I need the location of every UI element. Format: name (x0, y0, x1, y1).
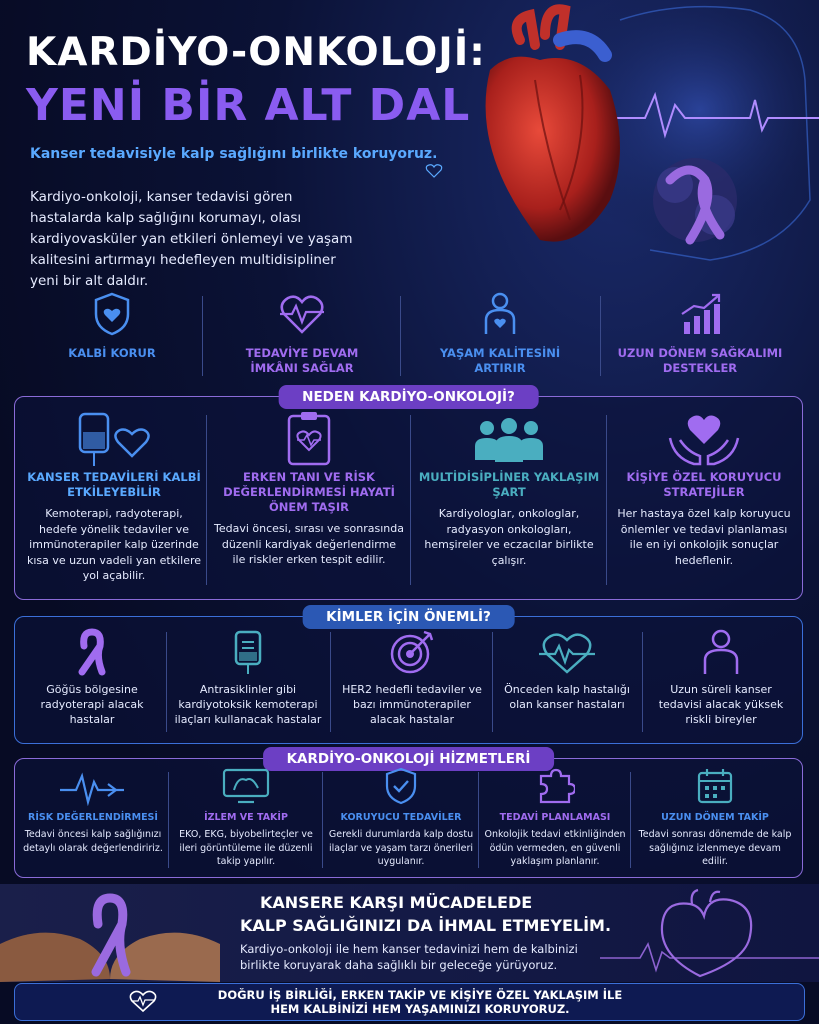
who-heading: KİMLER İÇİN ÖNEMLİ? (302, 605, 515, 629)
service-title: İZLEM VE TAKİP (204, 812, 288, 823)
benefit-quality-of-life (400, 290, 600, 376)
service-body: Tedavi sonrası dönemde de kalp sağlığınız izlenmeye devam edilir. (638, 829, 792, 867)
service-title: UZUN DÖNEM TAKİP (661, 812, 769, 823)
divider (168, 772, 169, 868)
iv-bag-heart-icon (74, 408, 154, 468)
service-body: EKO, EKG, biyobelirteçler ve ileri görüntüleme ile düzenli takip yapılır. (179, 829, 313, 867)
who-item-chest-radiotherapy (22, 628, 162, 727)
why-heading: NEDEN KARDİYO-ONKOLOJİ? (278, 385, 539, 409)
footer-text (160, 988, 680, 1016)
calendar-icon (695, 766, 735, 806)
divider (330, 632, 331, 732)
benefit-treatment-continuity (202, 290, 402, 376)
why-item-body: Her hastaya özel kalp koruyucu önlemler ve tedavi planlaması ile en iyi onkolojik sonuçlar hedeflenir. (617, 507, 791, 567)
divider (166, 632, 167, 732)
who-item-body: Antrasiklinler gibi kardiyotoksik kemoterapi ilaçları kullanacak hastalar (174, 683, 322, 726)
divider (206, 415, 207, 585)
why-item-title: KİŞİYE ÖZEL KORUYUCU STRATEJİLER (626, 470, 782, 499)
ribbon-icon (72, 628, 112, 676)
divider (322, 772, 323, 868)
title-line-2: YENİ BİR ALT DAL (26, 80, 471, 131)
service-monitoring (174, 766, 318, 869)
iv-bag-icon (228, 628, 268, 676)
benefit-label: UZUN DÖNEM SAĞKALIMI DESTEKLER (617, 346, 783, 375)
benefit-label: TEDAVİYE DEVAM İMKÂNI SAĞLAR (245, 346, 359, 375)
service-protective-treatments (328, 766, 474, 869)
why-item-body: Tedavi öncesi, sırası ve sonrasında düzenli kardiyak değerlendirme ile riskler erken tespit edilir. (214, 522, 404, 566)
benefit-label: KALBİ KORUR (68, 346, 156, 360)
benefit-heart-protection (12, 290, 212, 361)
banner-body: Kardiyo-onkoloji ile hem kanser tedavinizi hem de kalbinizi birlikte koruyarak daha sağlıklı bir geleceğe yürüyoruz. (240, 942, 578, 972)
who-item-body: Önceden kalp hastalığı olan kanser hastaları (504, 683, 630, 711)
clipboard-heart-icon (279, 408, 339, 468)
divider (630, 772, 631, 868)
heart-outline-illustration (600, 886, 819, 982)
shield-heart-icon (88, 290, 136, 338)
hero-heart-illustration (450, 0, 819, 300)
why-item-title: KANSER TEDAVİLERİ KALBİ ETKİLEYEBİLİR (27, 470, 201, 499)
why-item-cardiac-effects (26, 408, 202, 584)
divider (478, 772, 479, 868)
service-risk-assessment (22, 770, 164, 855)
who-item-cardiotoxic-chemo (172, 628, 324, 727)
who-item-prior-heart-disease (498, 628, 636, 712)
why-item-title: ERKEN TANI VE RİSK DEĞERLENDİRMESİ HAYATİ ÖNEM TAŞIR (223, 470, 395, 514)
divider (492, 632, 493, 732)
footer-line-1: DOĞRU İŞ BİRLİĞİ, ERKEN TAKİP VE KİŞİYE ÖZEL YAKLAŞIM İLE (217, 988, 623, 1002)
heartbeat-icon (276, 290, 328, 338)
benefit-label: YAŞAM KALİTESİNİ ARTIRIR (439, 346, 561, 375)
subtitle: Kanser tedavisiyle kalp sağlığını birlikte koruyoruz. (30, 146, 438, 162)
why-item-multidisciplinary (418, 408, 600, 568)
who-item-body: HER2 hedefli tedaviler ve bazı immünoterapiler alacak hastalar (342, 683, 482, 726)
footer-line-2: HEM KALBİNİZİ HEM YAŞAMINIZI KORUYORUZ. (270, 1002, 570, 1016)
person-icon (699, 628, 743, 676)
service-body: Onkolojik tedavi etkinliğinden ödün vermeden, en güvenli yaklaşım planlanır. (484, 829, 626, 867)
hands-heart-icon (664, 408, 744, 468)
why-item-early-diagnosis (214, 408, 404, 568)
services-heading: KARDİYO-ONKOLOJİ HİZMETLERİ (263, 747, 555, 771)
monitor-icon (220, 766, 272, 806)
hands-ribbon-illustration (0, 884, 220, 982)
service-long-term-follow-up (636, 766, 794, 869)
target-icon (388, 628, 436, 676)
banner-line-1: KANSERE KARŞI MÜCADELEDE (260, 893, 533, 912)
divider (606, 415, 607, 585)
why-item-body: Kemoterapi, radyoterapi, hedefe yönelik tedaviler ve immünoterapiler kalp üzerinde kısa ve uzun vadeli yan etkilere yol açabilir. (26, 507, 202, 582)
heart-pulse-icon (128, 989, 158, 1013)
who-item-long-term-high-risk (648, 628, 794, 727)
title-line-1: KARDİYO-ONKOLOJİ: (26, 30, 486, 75)
divider (410, 415, 411, 585)
why-item-title: MULTİDİSİPLİNER YAKLAŞIM ŞART (418, 470, 600, 499)
service-treatment-planning (484, 766, 626, 869)
service-title: TEDAVİ PLANLAMASI (499, 812, 611, 823)
heart-pulse-icon (537, 628, 597, 676)
shield-check-icon (381, 766, 421, 806)
who-item-body: Göğüs bölgesine radyoterapi alacak hastalar (40, 683, 144, 726)
why-item-personalized (614, 408, 794, 568)
intro-text: Kardiyo-onkoloji, kanser tedavisi gören hastalarda kalp sağlığını korumayı, olası kardiyovasküler yan etkileri önlemeyi ve yaşam kalitesini artırmayı hedefleyen multidisipliner yeni bir alt daldır. (30, 189, 353, 289)
divider (642, 632, 643, 732)
growth-chart-icon (676, 290, 724, 338)
why-item-body: Kardiyologlar, onkologlar, radyasyon onkologları, hemşireler ve eczacılar birlikte çalışır. (424, 507, 594, 567)
service-body: Tedavi öncesi kalp sağlığınızı detaylı olarak değerlendiririz. (23, 829, 163, 854)
service-title: KORUYUCU TEDAVİLER (340, 812, 462, 823)
service-body: Gerekli durumlarda kalp dostu ilaçlar ve yaşam tarzı önerileri uygulanır. (328, 829, 474, 867)
ecg-icon (58, 770, 128, 806)
service-title: RİSK DEĞERLENDİRMESİ (28, 812, 158, 823)
who-item-her2-therapy (338, 628, 486, 727)
pulse-heart-icon (425, 164, 443, 178)
puzzle-icon (535, 766, 575, 806)
banner-line-2: KALP SAĞLIĞINIZI DA İHMAL ETMEYELİM. (240, 916, 612, 935)
benefit-long-term-survival (600, 290, 800, 376)
who-item-body: Uzun süreli kanser tedavisi alacak yüksek riskli bireyler (658, 683, 784, 726)
person-heart-icon (476, 290, 524, 338)
team-icon (471, 408, 547, 468)
